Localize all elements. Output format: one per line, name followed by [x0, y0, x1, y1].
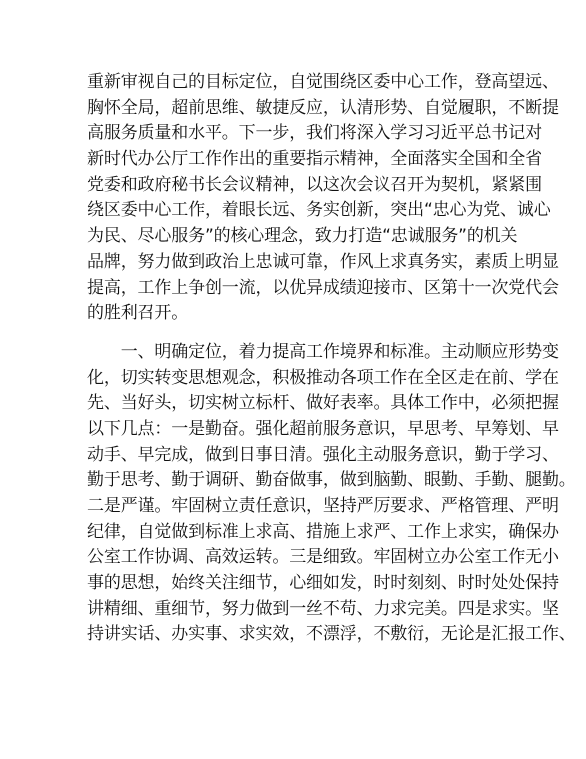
text-line: 新时代办公厅工作作出的重要指示精神，全面落实全国和全省 — [87, 149, 542, 170]
text-line: 绕区委中心工作，着眼长远、务实创新，突出“忠心为党、诚心 — [87, 200, 551, 221]
text-line: 事的思想，始终关注细节，心细如发，时时刻刻、时时处处保持 — [87, 573, 559, 594]
text-line: 品牌，努力做到政治上忠诚可靠，作风上求真务实，素质上明显 — [87, 251, 559, 272]
text-line: 党委和政府秘书长会议精神，以这次会议召开为契机，紧紧围 — [87, 174, 542, 195]
text-line: 二是严谨。牢固树立责任意识，坚持严厉要求、严格管理、严明 — [87, 496, 559, 516]
document-body — [87, 70, 576, 648]
paragraph-spacer — [87, 327, 507, 340]
paragraph-2 — [87, 340, 576, 648]
text-line: 提高，工作上争创一流，以优异成绩迎接市、区第十一次党代会 — [87, 277, 559, 298]
paragraph-1 — [87, 70, 559, 327]
text-line: 持讲实话、办实事、求实效，不漂浮，不敷衍，无论是汇报工作、 — [87, 624, 576, 645]
text-line: 动手、早完成，做到日事日清。强化主动服务意识，勤于学习、 — [87, 444, 559, 465]
text-line: 勤于思考、勤于调研、勤奋做事，做到脑勤、眼勤、手勤、腿勤。 — [87, 470, 576, 491]
text-line: 化，切实转变思想观念，积极推动各项工作在全区走在前、学在 — [87, 367, 559, 388]
text-line: 为民、尽心服务”的核心理念，致力打造“忠诚服务”的机关 — [87, 226, 518, 247]
text-line: 纪律，自觉做到标准上求高、措施上求严、工作上求实，确保办 — [87, 521, 559, 542]
text-line: 以下几点：一是勤奋。强化超前服务意识，早思考、早筹划、早 — [87, 418, 559, 439]
text-line: 公室工作协调、高效运转。三是细致。牢固树立办公室工作无小 — [87, 547, 559, 568]
text-line: 先、当好头，切实树立标杆、做好表率。具体工作中，必须把握 — [87, 393, 559, 414]
text-line: 讲精细、重细节，努力做到一丝不苟、力求完美。四是求实。坚 — [87, 598, 559, 619]
text-line: 一、明确定位，着力提高工作境界和标准。主动顺应形势变 — [87, 341, 559, 362]
text-line: 高服务质量和水平。下一步，我们将深入学习习近平总书记对 — [87, 123, 542, 144]
text-line: 胸怀全局，超前思维、敏捷反应，认清形势、自觉履职，不断提 — [87, 97, 559, 118]
text-line: 重新审视自己的目标定位，自觉围绕区委中心工作，登高望远、 — [87, 72, 559, 92]
text-line: 的胜利召开。 — [87, 303, 189, 324]
